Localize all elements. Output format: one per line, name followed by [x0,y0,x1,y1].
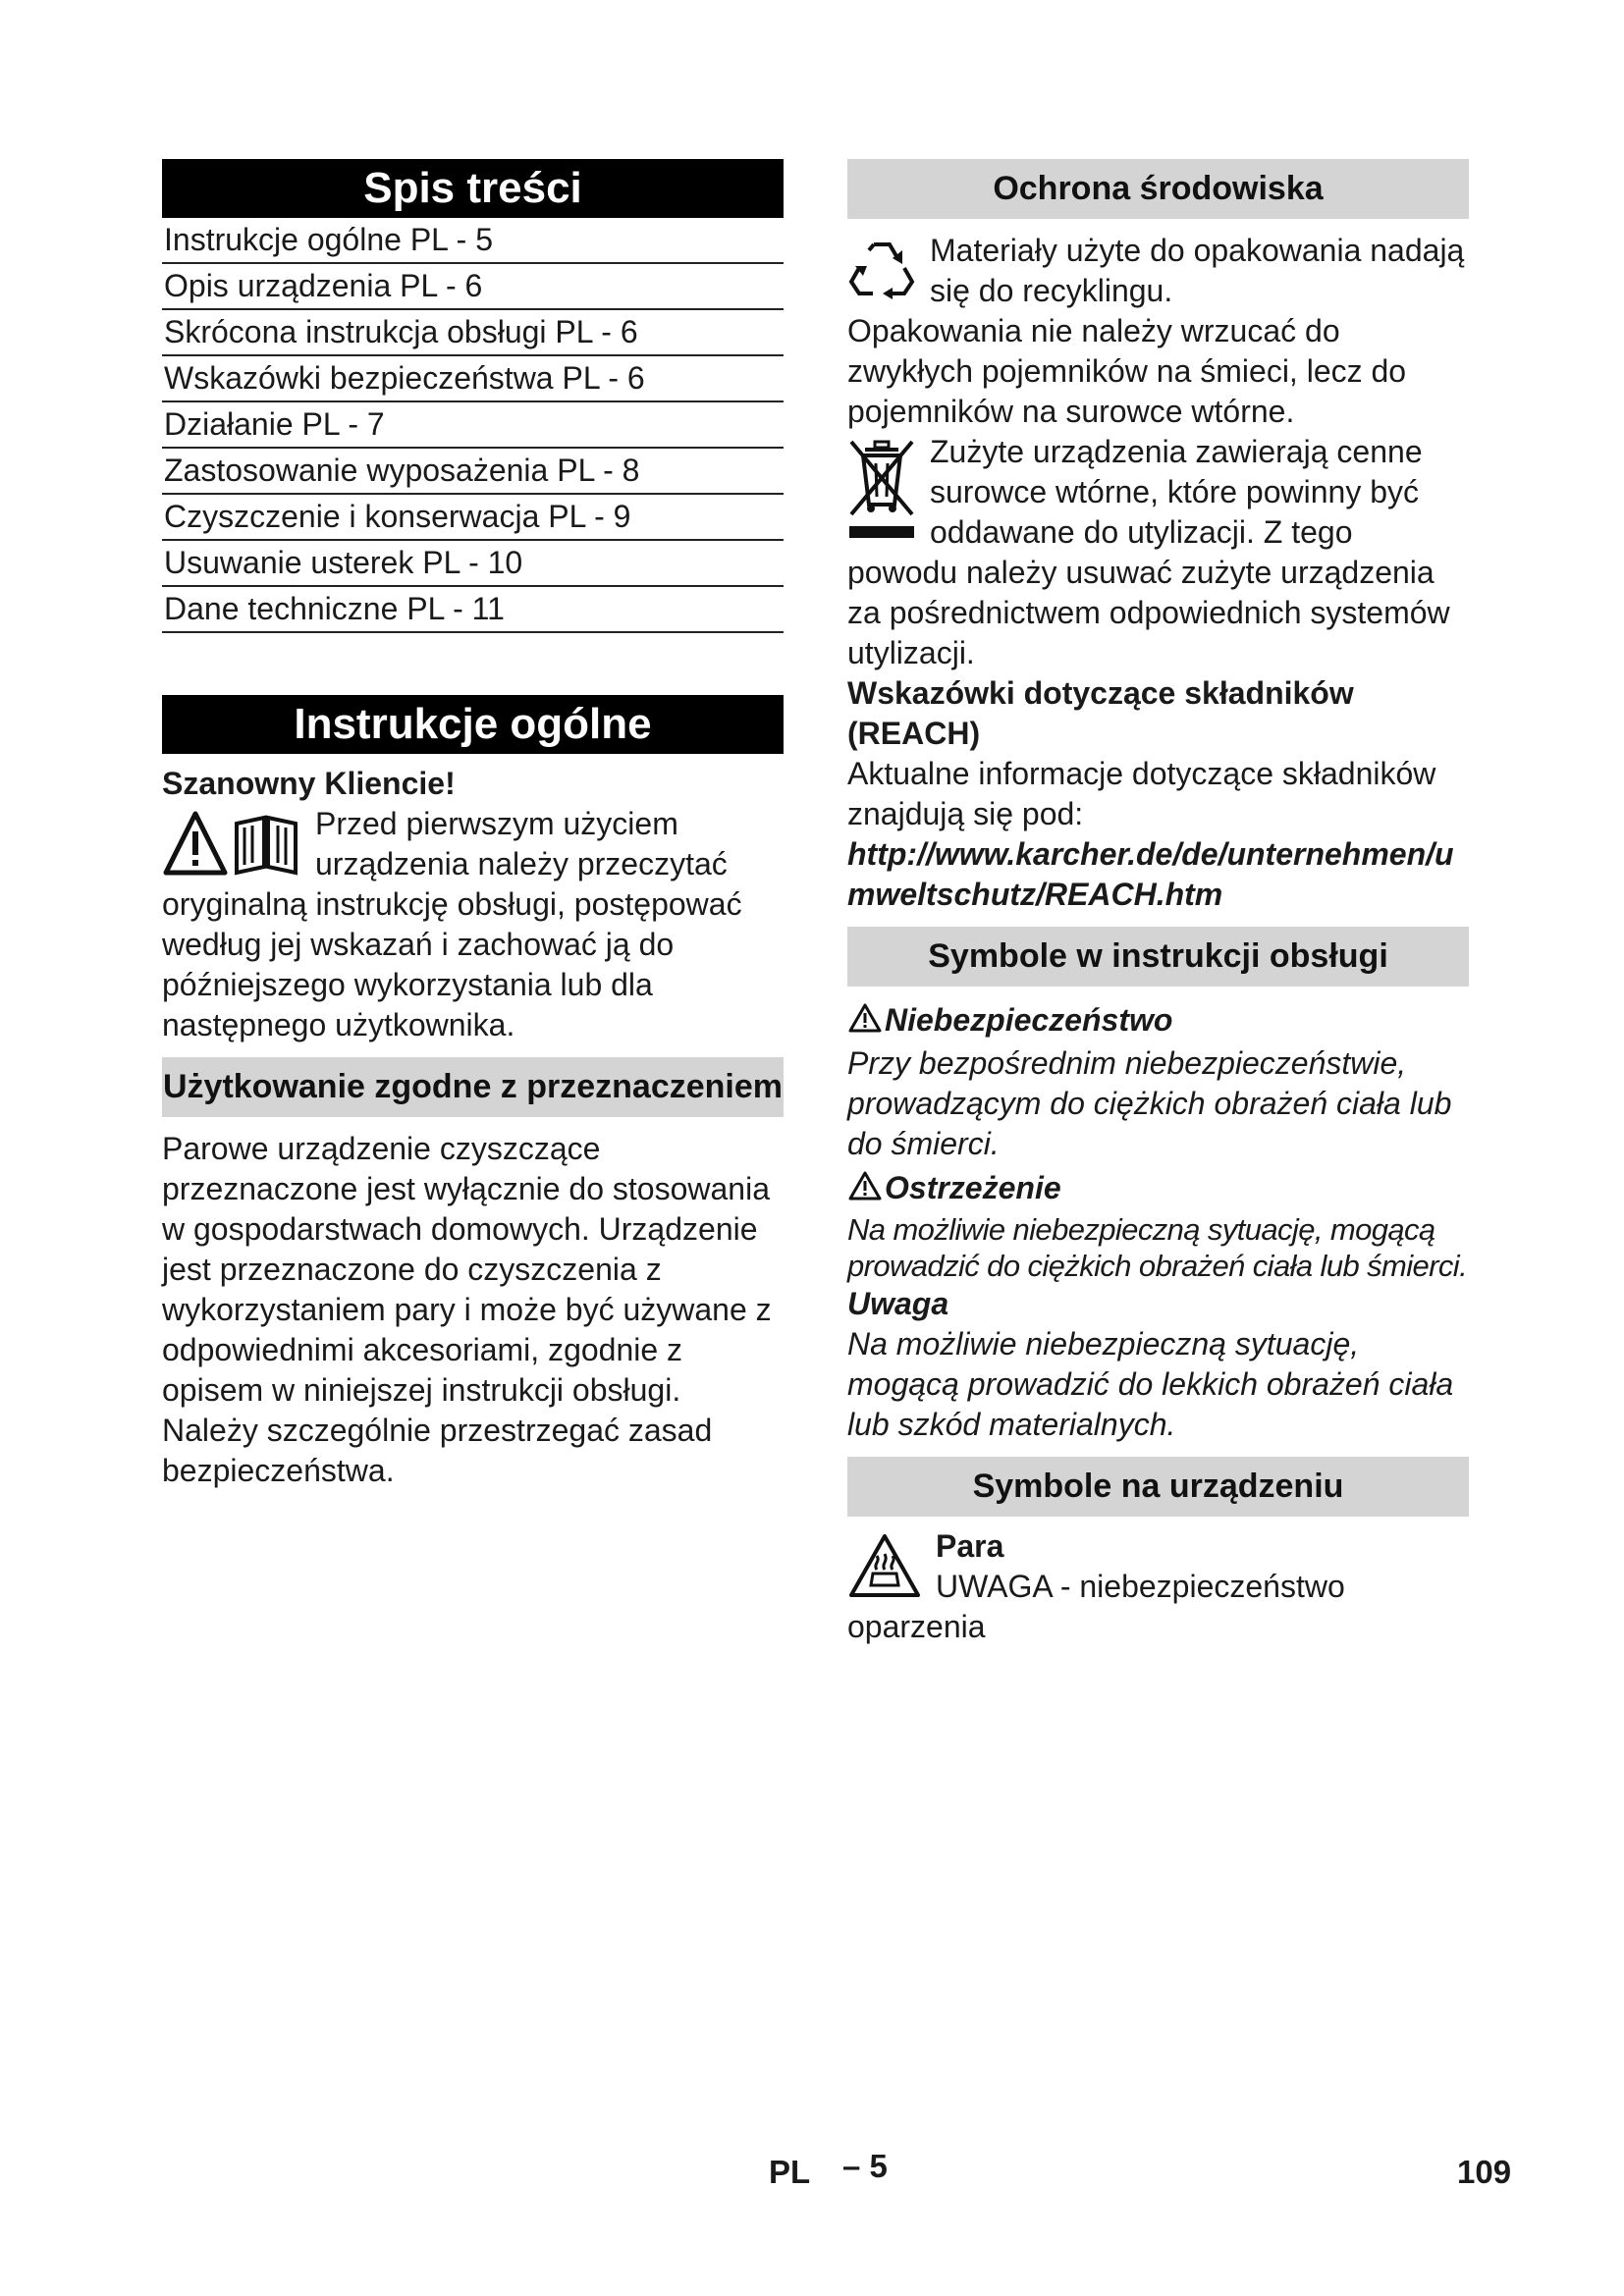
weee-text: Zużyte urządzenia zawierają cenne surowce wtórne, które powinny być oddawane do utylizacji. Z tego powodu należy usuwać zużyte urządzenia za pośrednictwem odpowiednich systemów utylizacji. [847,434,1450,670]
caution-label: Uwaga [847,1286,949,1321]
intended-use-title: Użytkowanie zgodne z przeznaczeniem [162,1057,784,1117]
toc-item[interactable]: Instrukcje ogólne PL - 5 [162,218,784,264]
packaging-text: Opakowania nie należy wrzucać do zwykłych pojemników na śmieci, lecz do pojemników na surowce wtórne. [847,313,1407,429]
manual-symbols-title: Symbole w instrukcji obsługi [847,927,1469,987]
danger-text: Przy bezpośrednim niebezpieczeństwie, prowadzącym do ciężkich obrażeń ciała lub do śmierci. [847,1045,1452,1161]
warning-read-manual-icon [162,808,301,879]
hot-steam-warning-icon [847,1532,922,1599]
footer-language: PL [769,2154,811,2190]
toc-item[interactable]: Dane techniczne PL - 11 [162,587,784,633]
weee-block [847,432,1469,673]
intro-text: Przed pierwszym użyciem urządzenia należy przeczytać oryginalną instrukcję obsługi, postępować według jej wskazań i zachować ją do późniejszego wykorzystania lub dla następnego użytkownika. [162,806,742,1042]
toc-item[interactable]: Zastosowanie wyposażenia PL - 8 [162,449,784,495]
general-title: Instrukcje ogólne [162,695,784,754]
intended-use-text: Parowe urządzenie czyszczące przeznaczone jest wyłącznie do stosowania w gospodarstwach domowych. Urządzenie jest przeznaczone do czyszczenia z wykorzystaniem pary i może być używane z odpowiednimi akcesoriami, zgodnie z opisem w niniejszej instrukcji obsługi. Należy szczególnie przestrzegać zasad bezpieczeństwa. [162,1131,772,1488]
crossed-bin-icon [847,438,916,544]
steam-block [847,1526,1469,1647]
recycle-block [847,231,1469,311]
danger-label: Niebezpieczeństwo [885,1002,1173,1038]
caution-text: Na możliwie niebezpieczną sytuację, mogącą prowadzić do lekkich obrażeń ciała lub szkód materialnych. [847,1326,1454,1442]
warning-triangle-icon [847,1170,883,1211]
reach-link[interactable]: http://www.karcher.de/de/unternehmen/umweltschutz/REACH.htm [847,836,1454,912]
warning-text: Na możliwie niebezpieczną sytuację, mogącą prowadzić do ciężkich obrażeń ciała lub śmierci. [847,1212,1468,1283]
warning-label: Ostrzeżenie [885,1170,1061,1205]
steam-label: Para [936,1528,1004,1564]
toc-item[interactable]: Opis urządzenia PL - 6 [162,264,784,310]
left-column [162,159,784,1491]
recycle-text: Materiały użyte do opakowania nadają się do recyklingu. [930,233,1465,308]
right-column [847,159,1469,1647]
table-of-contents [162,218,784,633]
toc-title: Spis treści [162,159,784,218]
toc-item[interactable]: Wskazówki bezpieczeństwa PL - 6 [162,356,784,402]
toc-item[interactable]: Działanie PL - 7 [162,402,784,449]
warning-heading [847,1168,1469,1211]
toc-item[interactable]: Czyszczenie i konserwacja PL - 9 [162,495,784,541]
recycle-icon [847,237,916,301]
intro-block [162,804,784,1045]
page-number: 109 [1457,2154,1512,2190]
toc-item[interactable]: Skrócona instrukcja obsługi PL - 6 [162,310,784,356]
toc-item[interactable]: Usuwanie usterek PL - 10 [162,541,784,587]
steam-text: UWAGA - niebezpieczeństwo oparzenia [847,1569,1345,1644]
device-symbols-title: Symbole na urządzeniu [847,1457,1469,1517]
environment-title: Ochrona środowiska [847,159,1469,219]
reach-text: Aktualne informacje dotyczące składników znajdują się pod: [847,756,1436,831]
footer-section-page: – 5 [842,2148,888,2184]
warning-triangle-icon [847,1002,883,1043]
reach-heading: Wskazówki dotyczące składników (REACH) [847,675,1354,751]
greeting: Szanowny Kliencie! [162,766,456,801]
danger-heading [847,1000,1469,1043]
